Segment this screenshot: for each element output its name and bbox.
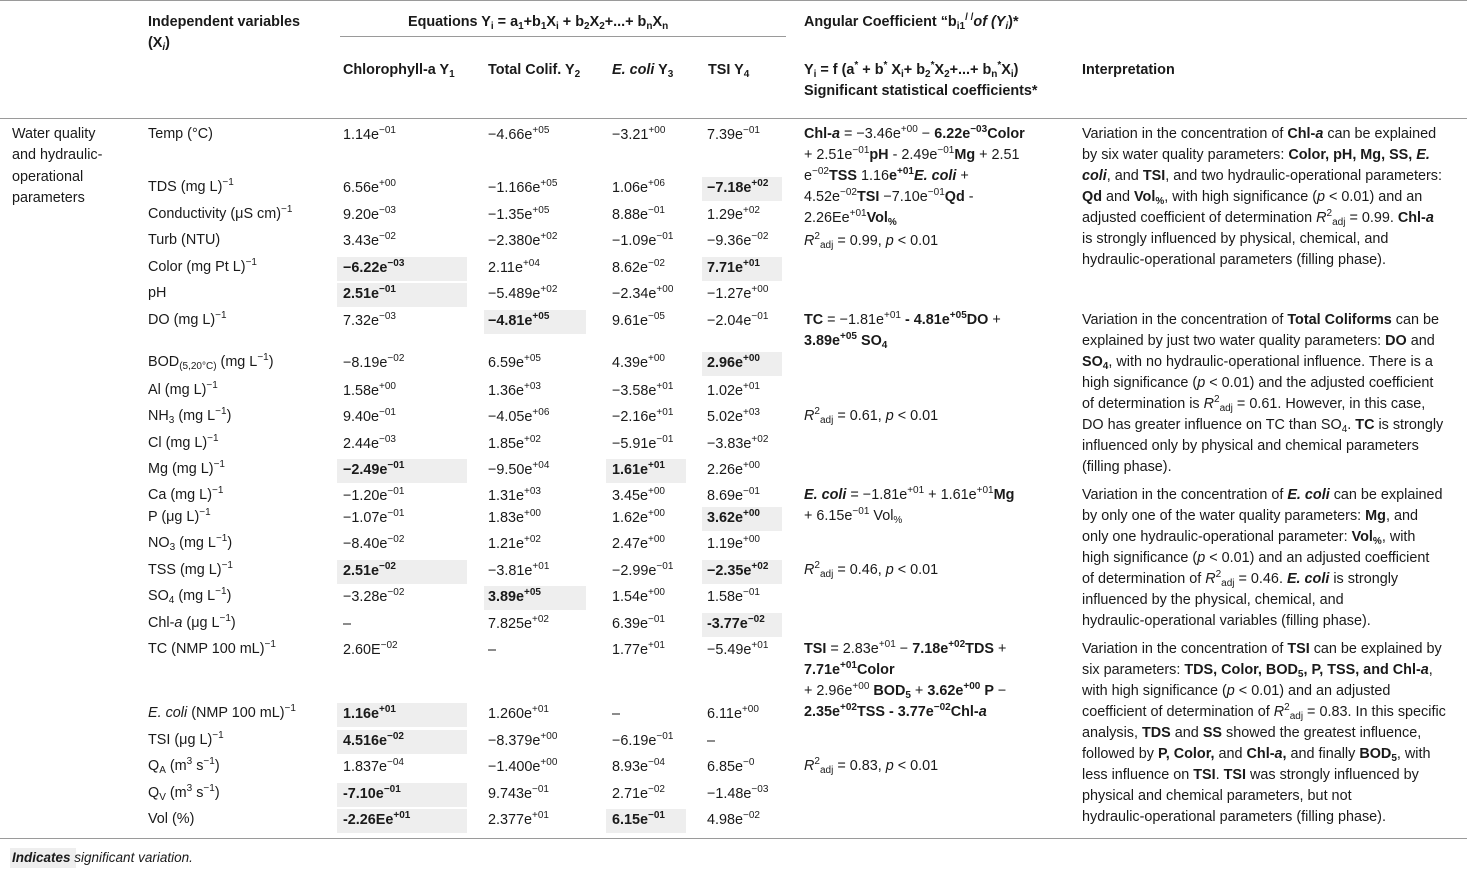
- coefficient-ec: $4.39e^{+00}$: [612, 353, 665, 371]
- interpretation-chl: [1082, 124, 1442, 271]
- header-equations: Equations $Y_i = a_1+b_1X_i + b_2X_2+...+ b_nX_n$: [408, 14, 669, 32]
- model-ec: [804, 485, 1014, 527]
- variable-label: Chl-a (μg $L^{-1}$): [148, 613, 236, 631]
- coefficient-ec: $1.06e^{+06}$: [612, 178, 665, 196]
- coefficient-chl: $9.40e^{-01}$: [343, 407, 396, 425]
- variable-label: Mg (mg L)$^{-1}$: [148, 459, 225, 477]
- model-line: $7.71e^{+01}Color$: [804, 660, 895, 678]
- coefficient-ec: $8.93e^{-04}$: [612, 757, 665, 775]
- header-col-tc: Total Colif. $Y_2$: [488, 62, 581, 80]
- variable-label: $NH_3$ (mg $L^{-1}$): [148, 406, 232, 426]
- coefficient-tc: $-1.400e^{+00}$: [488, 757, 558, 775]
- variable-label: E. coli (NMP 100 mL)$^{-1}$: [148, 703, 296, 721]
- model-line: TC = $-1.81e^{+01} - 4.81e^{+05}DO$ +: [804, 310, 1001, 328]
- interpretation-line: Variation in the concentration of E. coli can be explained: [1082, 487, 1443, 503]
- coefficient-chl: $-1.20e^{-01}$: [343, 486, 405, 504]
- header-col-tsi: TSI $Y_4$: [708, 62, 750, 80]
- r2-tsi: $R^2_{adj} = 0.83$, p < 0.01: [804, 756, 939, 776]
- coefficient-ec: $-3.58e^{+01}$: [612, 381, 674, 399]
- coefficient-tsi: $8.69e^{-01}$: [707, 486, 760, 504]
- variable-label: pH: [148, 285, 167, 301]
- coefficient-tsi: $2.26e^{+00}$: [707, 460, 760, 478]
- model-tc: [804, 310, 1001, 352]
- coefficient-ec: $6.15e^{-01}$: [612, 810, 665, 828]
- coefficient-tsi: $2.96e^{+00}$: [707, 353, 760, 371]
- coefficient-chl: $-8.19e^{-02}$: [343, 353, 405, 371]
- coefficient-tc: $7.825e^{+02}$: [488, 614, 549, 632]
- coefficient-ec: $-2.16e^{+01}$: [612, 407, 674, 425]
- interpretation-line: Variation in the concentration of Chl-a can be explained: [1082, 126, 1437, 142]
- coefficient-tc: $-3.81e^{+01}$: [488, 561, 550, 579]
- coefficient-tsi: $3.62e^{+00}$: [707, 508, 760, 526]
- coefficient-ec: $2.71e^{-02}$: [612, 784, 665, 802]
- header-equations-underline: [340, 36, 786, 37]
- interpretation-line: high significance (p < 0.01) and the adjusted coefficient: [1082, 375, 1434, 391]
- coefficient-tsi: $-1.27e^{+00}$: [707, 284, 769, 302]
- coefficient-tsi: $-7.18e^{+02}$: [707, 178, 769, 196]
- coefficient-tsi: $-2.04e^{-01}$: [707, 311, 769, 329]
- coefficient-chl: $1.837e^{-04}$: [343, 757, 404, 775]
- coefficient-tsi: –: [707, 733, 716, 749]
- model-line: $e^{-02}TSS$ $1.16e^{+01}E$. coli +: [804, 166, 969, 184]
- interpretation-tc: [1082, 310, 1443, 478]
- model-chl: [804, 124, 1025, 229]
- interpretation-line: explained by just two water quality parameters: DO and: [1082, 333, 1435, 349]
- coefficient-tsi: $1.29e^{+02}$: [707, 205, 760, 223]
- coefficient-ec: $8.62e^{-02}$: [612, 258, 665, 276]
- coefficient-tc: $1.260e^{+01}$: [488, 704, 549, 722]
- interpretation-line: of determination of $R^2_{adj} = 0.46$. E. coli is strongly: [1082, 569, 1399, 589]
- header-independent: Independent variables: [148, 14, 300, 30]
- coefficient-tsi: $-2.35e^{+02}$: [707, 561, 769, 579]
- interpretation-line: DO has greater influence on TC than $SO_4$. TC is strongly: [1082, 417, 1444, 435]
- variable-label: $NO_3$ (mg $L^{-1}$): [148, 533, 233, 553]
- coefficient-tc: $-5.489e^{+02}$: [488, 284, 558, 302]
- model-line: E. coli = $-1.81e^{+01} + 1.61e^{+01}Mg$: [804, 485, 1015, 503]
- model-line: $4.52e^{-02}TSI -7.10e^{-01}Qd$ -: [804, 187, 974, 205]
- variable-label: TDS (mg L)$^{-1}$: [148, 177, 234, 195]
- coefficient-tsi: $4.98e^{-02}$: [707, 810, 760, 828]
- variable-label: $Q_V$ ($m^3$ $s^{-1}$): [148, 783, 220, 803]
- model-line: $3.89e^{+05}$ $SO_4$: [804, 331, 888, 351]
- model-line: $2.26Ee^{+01}Vol_{\%}$: [804, 208, 897, 228]
- coefficient-tc: $-4.66e^{+05}$: [488, 125, 550, 143]
- coefficient-chl: $1.16e^{+01}$: [343, 704, 396, 722]
- coefficient-chl: $2.60E^{-02}$: [343, 640, 398, 658]
- coefficient-tsi: $1.58e^{-01}$: [707, 587, 760, 605]
- r2-tc: $R^2_{adj} = 0.61$, p < 0.01: [804, 406, 939, 426]
- header-model-sub: Significant statistical coefficients*: [804, 83, 1038, 99]
- coefficient-tsi: $1.19e^{+00}$: [707, 534, 760, 552]
- coefficient-tc: $1.83e^{+00}$: [488, 508, 541, 526]
- interpretation-line: hydraulic-operational parameters (filling phase).: [1082, 809, 1386, 825]
- interpretation-line: Qd and Vol$_{\%}$, with high significance (p < 0.01) and an: [1082, 189, 1423, 207]
- variable-label: P (μg L)$^{-1}$: [148, 507, 211, 525]
- coefficient-chl: $-1.07e^{-01}$: [343, 508, 405, 526]
- coefficient-chl: $-7.10e^{-01}$: [343, 784, 401, 802]
- coefficient-tc: $1.85e^{+02}$: [488, 434, 541, 452]
- coefficient-tc: –: [488, 642, 497, 658]
- coefficient-ec: –: [612, 706, 621, 722]
- variable-label: Cl (mg L)$^{-1}$: [148, 433, 219, 451]
- coefficient-ec: $1.61e^{+01}$: [612, 460, 665, 478]
- coefficient-tc: $2.11e^{+04}$: [488, 258, 540, 276]
- group-label-line: Water quality: [12, 126, 96, 142]
- coefficient-ec: $-2.99e^{-01}$: [612, 561, 674, 579]
- coefficient-tc: $1.31e^{+03}$: [488, 486, 541, 504]
- coefficient-tc: $-9.50e^{+04}$: [488, 460, 550, 478]
- model-line: TSI = $2.83e^{+01} - 7.18e^{+02}TDS$ +: [804, 639, 1007, 657]
- coefficient-tc: $2.377e^{+01}$: [488, 810, 549, 828]
- coefficient-ec: $-3.21^{+00}$: [612, 125, 666, 143]
- interpretation-line: coli, and TSI, and two hydraulic-operational parameters:: [1082, 168, 1442, 184]
- coefficient-ec: $1.54e^{+00}$: [612, 587, 665, 605]
- header-model: $Y_i = f$ (a* + b* $X_i+ b_2^*X_2+...+ b_n^*X_i$): [804, 60, 1019, 80]
- coefficient-ec: $2.47e^{+00}$: [612, 534, 665, 552]
- coefficient-chl: $-2.26Ee^{+01}$: [343, 810, 411, 828]
- model-line: $Chl-a = -3.46e^{+00}$ − $6.22e^{-03}Color$: [804, 124, 1025, 142]
- variable-label: TSS (mg L)$^{-1}$: [148, 560, 233, 578]
- bottom-rule: [0, 838, 1467, 839]
- r2-chl: $R^2_{adj} = 0.99$, p < 0.01: [804, 231, 939, 251]
- coefficient-tc: $6.59e^{+05}$: [488, 353, 541, 371]
- coefficient-ec: $8.88e^{-01}$: [612, 205, 665, 223]
- group-label-line: parameters: [12, 189, 85, 206]
- group-label-line: operational: [12, 168, 84, 185]
- variable-label: Temp (°C): [148, 126, 213, 142]
- variable-label: Vol (%): [148, 811, 195, 827]
- interpretation-line: influenced by the physical, chemical, and: [1082, 592, 1344, 608]
- variable-label: Color (mg Pt L)$^{-1}$: [148, 257, 257, 275]
- interpretation-line: high significance (p < 0.01) and an adjusted coefficient: [1082, 550, 1430, 566]
- coefficient-chl: $9.20e^{-03}$: [343, 205, 396, 223]
- header-col-ecoli: E. coli $Y_3$: [612, 62, 674, 80]
- interpretation-line: influenced only by physical and chemical parameters: [1082, 438, 1419, 454]
- header-angular: Angular Coefficient “$b_{i1}^{/ /}of$ $(Y_i)*$: [804, 12, 1019, 32]
- coefficient-tc: $1.21e^{+02}$: [488, 534, 541, 552]
- interpretation-line: followed by P, Color, and Chl-a, and finally $BOD_5$, with: [1082, 746, 1431, 764]
- variable-label: DO (mg L)$^{-1}$: [148, 310, 227, 328]
- interpretation-line: physical and chemical parameters, but not: [1082, 788, 1352, 804]
- header-rule: [0, 118, 1467, 119]
- interpretation-line: hydraulic-operational parameters (filling phase).: [1082, 252, 1386, 268]
- coefficient-chl: $4.516e^{-02}$: [343, 731, 404, 749]
- group-label-line: and hydraulic-: [12, 147, 103, 164]
- interpretation-line: $SO_4$, with no hydraulic-operational influence. There is a: [1082, 354, 1433, 372]
- coefficient-tc: $-4.81e^{+05}$: [488, 311, 550, 329]
- coefficient-tsi: $6.85e^{-0}$: [707, 757, 755, 775]
- coefficient-chl: $1.14e^{-01}$: [343, 125, 396, 143]
- coefficient-tc: $-8.379e^{+00}$: [488, 731, 558, 749]
- coefficient-chl: $7.32e^{-03}$: [343, 311, 396, 329]
- interpretation-line: of determination is $R^2_{adj} = 0.61$. However, in this case,: [1082, 394, 1426, 414]
- coefficient-tc: $9.743e^{-01}$: [488, 784, 549, 802]
- interpretation-tsi: [1082, 639, 1446, 828]
- variable-label: $BOD_{(5,20^\circ C)}$ (mg $L^{-1}$): [148, 352, 274, 372]
- variable-label: $Q_A$ ($m^3$ $s^{-1}$): [148, 756, 220, 776]
- coefficient-chl: –: [343, 616, 352, 632]
- footnote: Indicates significant variation.: [12, 850, 193, 865]
- model-tsi: [804, 639, 1006, 723]
- variable-label: Turb (NTU): [148, 232, 221, 248]
- coefficient-chl: $-6.22e^{-03}$: [343, 258, 405, 276]
- coefficient-tc: $-1.166e^{+05}$: [488, 178, 558, 196]
- coefficient-ec: $-6.19e^{-01}$: [612, 731, 674, 749]
- coefficient-tsi: $7.39e^{-01}$: [707, 125, 760, 143]
- coefficient-tsi: $-9.36e^{-02}$: [707, 231, 769, 249]
- interpretation-line: with high significance (p < 0.01) and an adjusted: [1082, 683, 1391, 699]
- coefficient-ec: $-1.09e^{-01}$: [612, 231, 674, 249]
- coefficient-chl: $2.51e^{-02}$: [343, 561, 396, 579]
- coefficient-tsi: $6.11e^{+00}$: [707, 704, 759, 722]
- model-line: $2.35e^{+02}TSS - 3.77e^{-02}Chl-a$: [804, 702, 987, 720]
- model-line: + $2.96e^{+00}$ $BOD_5 + 3.62e^{+00}$ P −: [804, 681, 1007, 701]
- interpretation-line: hydraulic-operational variables (filling phase).: [1082, 613, 1371, 629]
- header-interpretation: Interpretation: [1082, 62, 1175, 78]
- coefficient-chl: $-2.49e^{-01}$: [343, 460, 405, 478]
- interpretation-line: Variation in the concentration of Total Coliforms can be: [1082, 312, 1440, 328]
- interpretation-line: coefficient of determination of $R^2_{adj} = 0.83$. In this specific: [1082, 702, 1446, 722]
- interpretation-line: adjusted coefficient of determination $R^2_{adj} = 0.99$. Chl-a: [1082, 208, 1434, 228]
- coefficient-chl: $-8.40e^{-02}$: [343, 534, 405, 552]
- interpretation-line: six parameters: TDS, Color, $BOD_5$, P, TSS, and Chl-a,: [1082, 662, 1433, 680]
- coefficient-tsi: $-3.83e^{+02}$: [707, 434, 769, 452]
- coefficient-ec: $1.62e^{+00}$: [612, 508, 665, 526]
- coefficient-ec: $9.61e^{-05}$: [612, 311, 665, 329]
- coefficient-ec: $-2.34e^{+00}$: [612, 284, 674, 302]
- coefficient-chl: $-3.28e^{-02}$: [343, 587, 405, 605]
- variable-label: TSI (μg L)$^{-1}$: [148, 730, 224, 748]
- model-line: + $2.51e^{-01}pH - 2.49e^{-01}Mg + 2.51$: [804, 145, 1020, 163]
- coefficient-tsi: $1.02e^{+01}$: [707, 381, 760, 399]
- coefficient-tsi: $7.71e^{+01}$: [707, 258, 760, 276]
- interpretation-line: is strongly influenced by physical, chemical, and: [1082, 231, 1389, 247]
- coefficient-chl: $1.58e^{+00}$: [343, 381, 396, 399]
- variable-label: TC (NMP 100 mL)$^{-1}$: [148, 639, 276, 657]
- interpretation-ec: [1082, 485, 1443, 632]
- coefficient-tsi: $-1.48e^{-03}$: [707, 784, 769, 802]
- interpretation-line: Variation in the concentration of TSI can be explained by: [1082, 641, 1442, 657]
- coefficient-chl: $2.44e^{-03}$: [343, 434, 396, 452]
- coefficient-chl: $3.43e^{-02}$: [343, 231, 396, 249]
- model-line: + $6.15e^{-01}$ Vol$_{\%}$: [804, 506, 903, 526]
- variable-label: Ca (mg L)$^{-1}$: [148, 485, 224, 503]
- r2-ec: $R^2_{adj} = 0.46$, p < 0.01: [804, 560, 939, 580]
- interpretation-line: by six water quality parameters: Color, pH, Mg, SS, E.: [1082, 147, 1430, 163]
- variable-label: Conductivity (μS cm)$^{-1}$: [148, 204, 293, 222]
- coefficient-tc: $-2.380e^{+02}$: [488, 231, 558, 249]
- interpretation-line: analysis, TDS and SS showed the greatest influence,: [1082, 725, 1422, 741]
- coefficient-tc: $-4.05e^{+06}$: [488, 407, 550, 425]
- interpretation-line: less influence on TSI. TSI was strongly influenced by: [1082, 767, 1419, 783]
- interpretation-line: (filling phase).: [1082, 459, 1172, 475]
- coefficient-tc: $1.36e^{+03}$: [488, 381, 541, 399]
- coefficient-chl: $6.56e^{+00}$: [343, 178, 396, 196]
- coefficient-ec: $1.77e^{+01}$: [612, 640, 665, 658]
- coefficient-ec: $6.39e^{-01}$: [612, 614, 665, 632]
- top-rule: [0, 0, 1467, 1]
- coefficient-tsi: $5.02e^{+03}$: [707, 407, 760, 425]
- header-independent-symbol: $(X_i)$: [148, 35, 170, 53]
- coefficient-tc: $3.89e^{+05}$: [488, 587, 541, 605]
- coefficient-tsi: $-3.77e^{-02}$: [707, 614, 765, 632]
- coefficient-ec: $3.45e^{+00}$: [612, 486, 665, 504]
- coefficient-tc: $-1.35e^{+05}$: [488, 205, 550, 223]
- coefficient-chl: $2.51e^{-01}$: [343, 284, 396, 302]
- interpretation-line: by only one of the water quality parameters: Mg, and: [1082, 508, 1418, 524]
- interpretation-line: only one hydraulic-operational parameter: Vol$_{\%}$, with: [1082, 529, 1416, 547]
- header-col-chl: Chlorophyll-a $Y_1$: [343, 62, 455, 80]
- variable-label: $SO_4$ (mg $L^{-1}$): [148, 586, 232, 606]
- coefficient-ec: $-5.91e^{-01}$: [612, 434, 674, 452]
- coefficient-tsi: $-5.49e^{+01}$: [707, 640, 769, 658]
- variable-label: Al (mg L)$^{-1}$: [148, 380, 218, 398]
